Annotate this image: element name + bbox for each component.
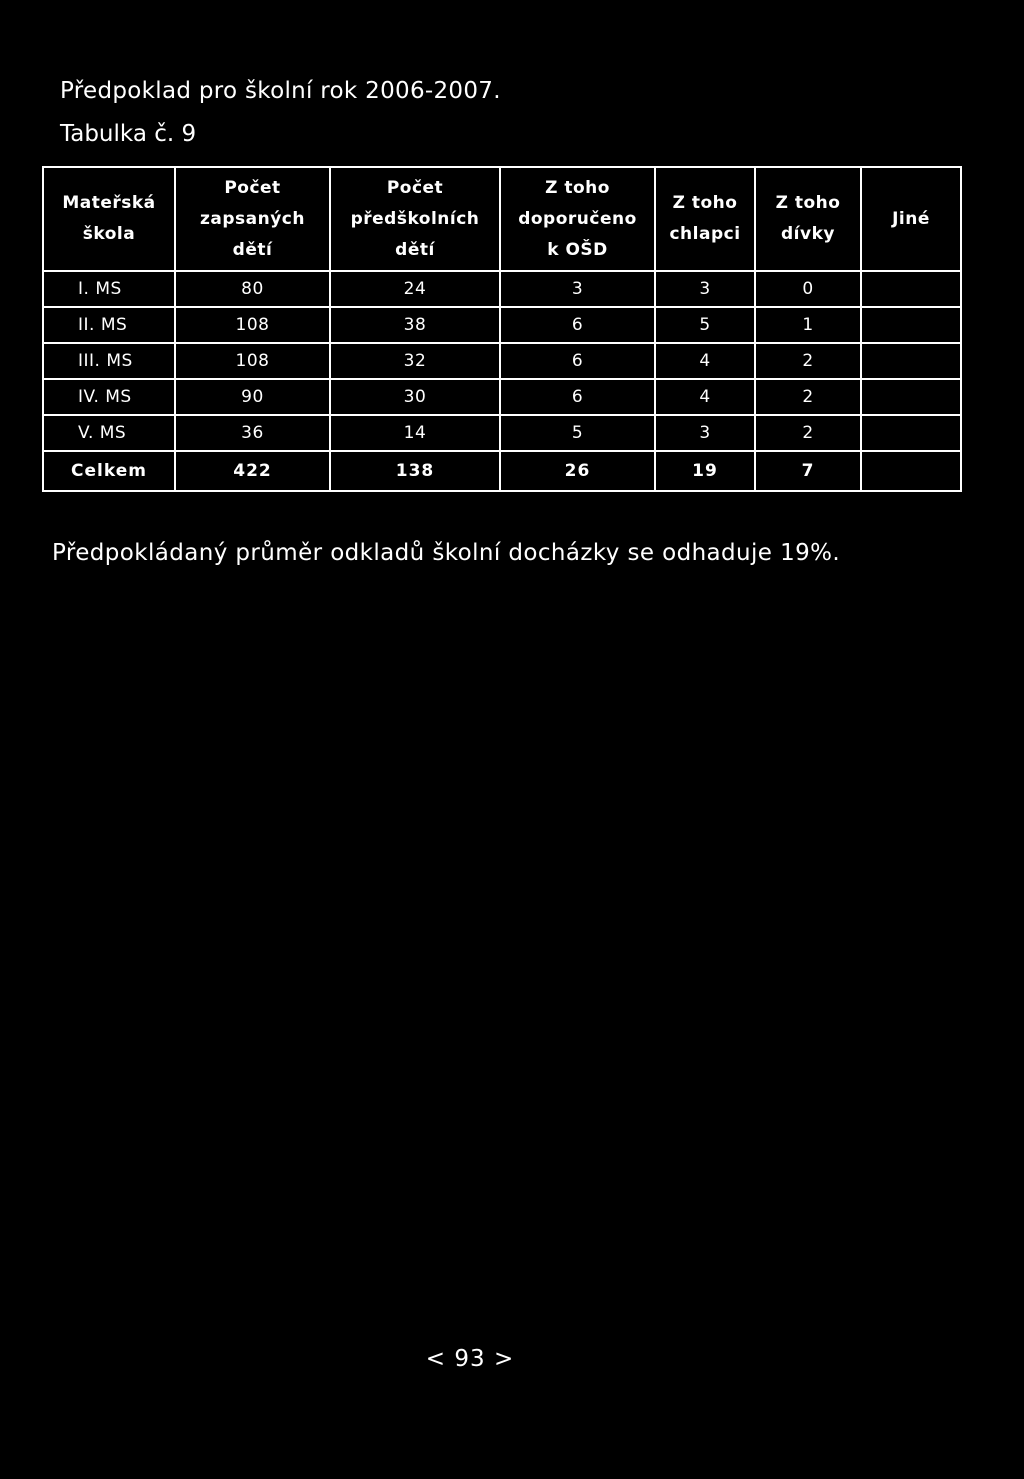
cell-other <box>861 379 961 415</box>
cell-other <box>861 343 961 379</box>
table-label: Tabulka č. 9 <box>60 121 197 147</box>
cell-school: IV. MS <box>43 379 175 415</box>
cell-school: I. MS <box>43 271 175 307</box>
total-other <box>861 451 961 491</box>
header-text: k OŠD <box>547 239 608 260</box>
header-boys <box>655 167 755 271</box>
cell-other <box>861 307 961 343</box>
table-row <box>43 271 961 307</box>
table-row <box>43 343 961 379</box>
cell-preschool: 24 <box>330 271 500 307</box>
header-text: Z toho <box>672 193 738 213</box>
cell-boys: 4 <box>655 343 755 379</box>
cell-enrolled: 108 <box>175 307 330 343</box>
cell-boys: 3 <box>655 271 755 307</box>
table-row <box>43 415 961 451</box>
cell-boys: 5 <box>655 307 755 343</box>
cell-enrolled: 80 <box>175 271 330 307</box>
table-total-row <box>43 451 961 491</box>
header-text: Z toho <box>545 177 610 198</box>
header-text: dětí <box>395 239 435 260</box>
total-label: Celkem <box>43 451 175 491</box>
enrollment-table <box>42 166 962 492</box>
total-enrolled: 422 <box>175 451 330 491</box>
cell-girls: 0 <box>755 271 861 307</box>
page-number: < 93 > <box>425 1346 515 1372</box>
cell-recommended-osd: 6 <box>500 343 655 379</box>
header-text: Počet <box>386 177 444 198</box>
total-recommended-osd: 26 <box>500 451 655 491</box>
cell-school: V. MS <box>43 415 175 451</box>
header-enrolled <box>175 167 330 271</box>
header-school <box>43 167 175 271</box>
header-text: škola <box>82 224 136 244</box>
table-row <box>43 307 961 343</box>
table-header-row <box>43 167 961 271</box>
header-other <box>861 167 961 271</box>
header-text: Z toho <box>775 193 841 213</box>
cell-other <box>861 271 961 307</box>
header-girls <box>755 167 861 271</box>
cell-girls: 2 <box>755 415 861 451</box>
cell-recommended-osd: 5 <box>500 415 655 451</box>
cell-girls: 2 <box>755 379 861 415</box>
cell-preschool: 30 <box>330 379 500 415</box>
header-text: zapsaných <box>200 208 305 229</box>
header-text: doporučeno <box>518 208 637 229</box>
header-text: dívky <box>781 224 835 244</box>
cell-recommended-osd: 6 <box>500 307 655 343</box>
document-title: Předpoklad pro školní rok 2006-2007. <box>60 78 501 104</box>
cell-enrolled: 90 <box>175 379 330 415</box>
cell-boys: 3 <box>655 415 755 451</box>
table-row <box>43 379 961 415</box>
header-text: dětí <box>232 239 273 260</box>
cell-school: III. MS <box>43 343 175 379</box>
header-text: předškolních <box>350 208 480 229</box>
cell-preschool: 32 <box>330 343 500 379</box>
cell-preschool: 14 <box>330 415 500 451</box>
header-text: chlapci <box>669 224 741 244</box>
cell-girls: 1 <box>755 307 861 343</box>
cell-other <box>861 415 961 451</box>
cell-enrolled: 36 <box>175 415 330 451</box>
header-text: Jiné <box>892 208 930 229</box>
header-text: Počet <box>224 177 281 198</box>
cell-boys: 4 <box>655 379 755 415</box>
cell-preschool: 38 <box>330 307 500 343</box>
cell-girls: 2 <box>755 343 861 379</box>
header-preschool <box>330 167 500 271</box>
cell-recommended-osd: 6 <box>500 379 655 415</box>
header-text: Mateřská <box>62 193 156 213</box>
cell-enrolled: 108 <box>175 343 330 379</box>
cell-school: II. MS <box>43 307 175 343</box>
total-preschool: 138 <box>330 451 500 491</box>
total-boys: 19 <box>655 451 755 491</box>
estimate-note: Předpokládaný průměr odkladů školní docházky se odhaduje 19%. <box>52 540 841 566</box>
total-girls: 7 <box>755 451 861 491</box>
header-recommended-osd <box>500 167 655 271</box>
cell-recommended-osd: 3 <box>500 271 655 307</box>
